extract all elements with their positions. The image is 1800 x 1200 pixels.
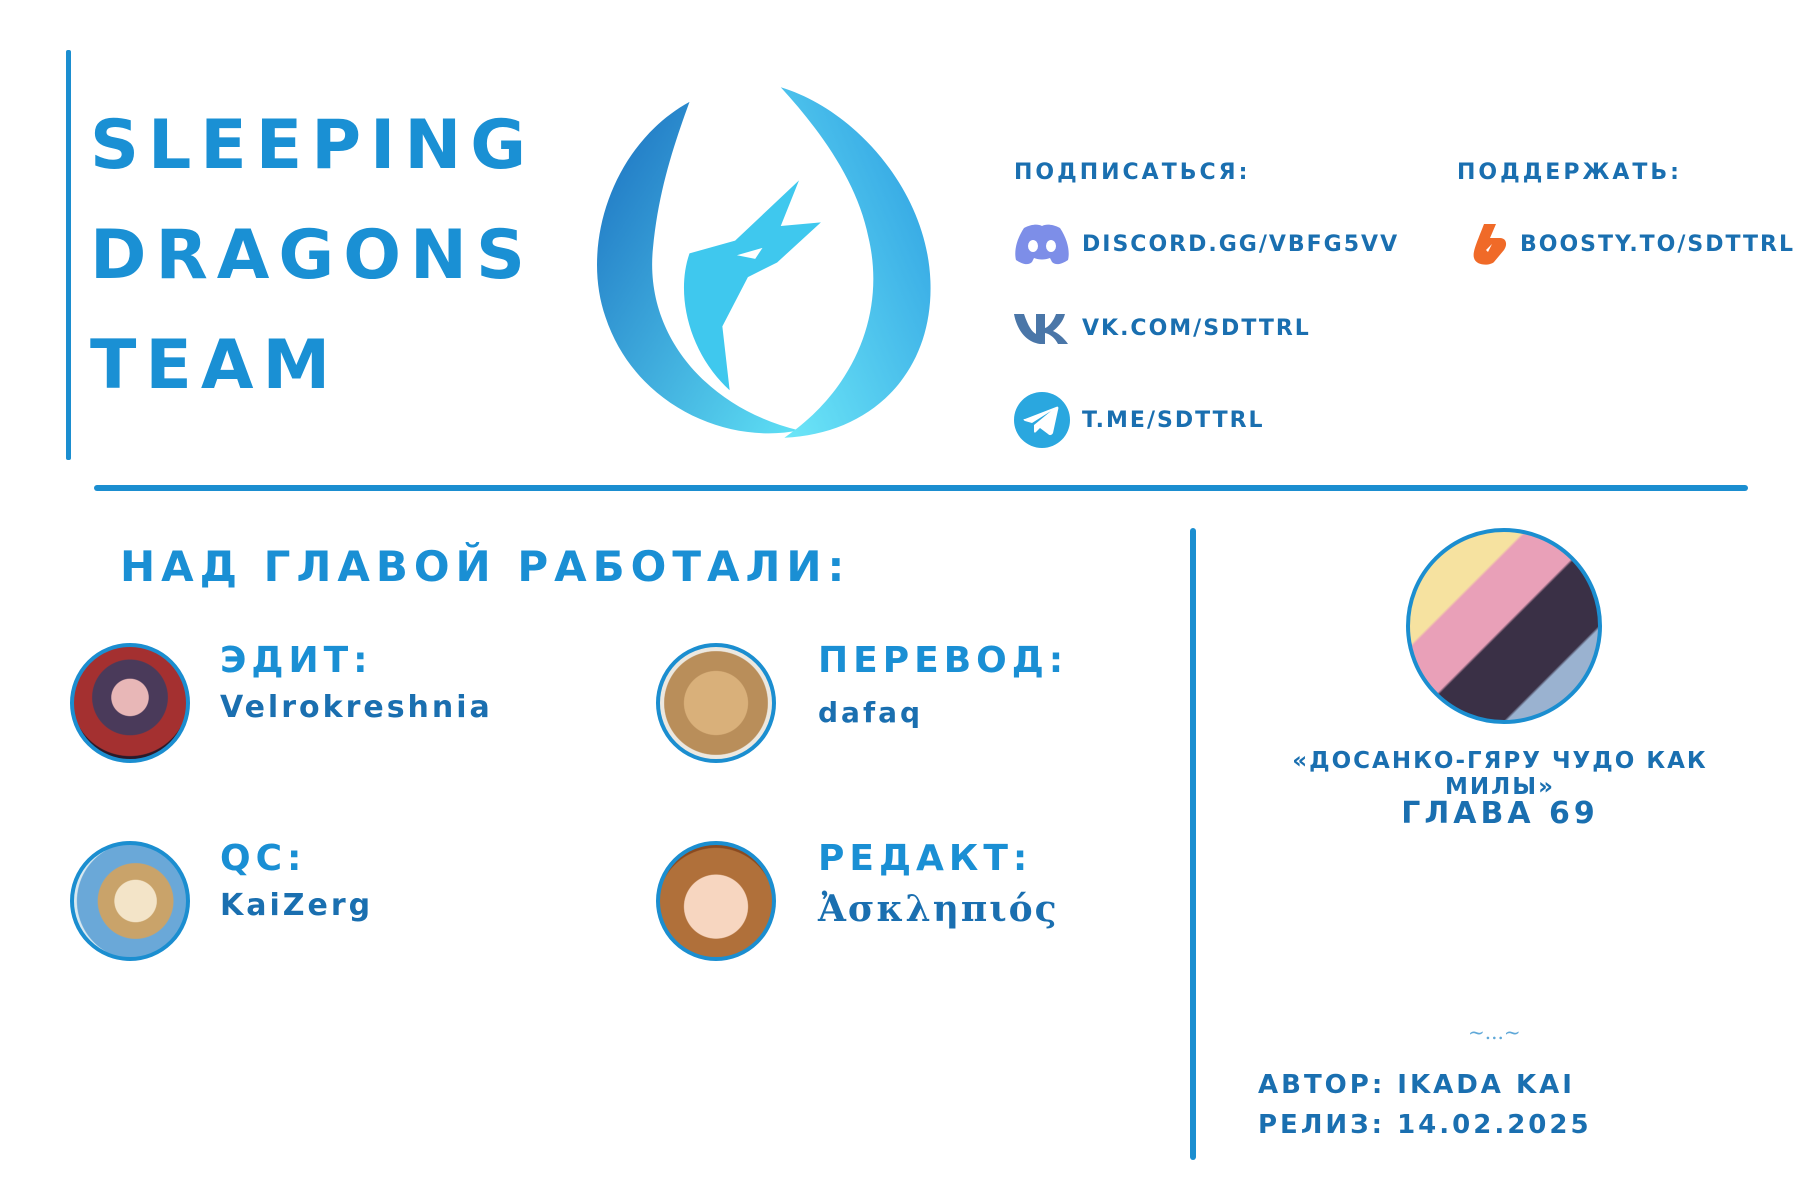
avatar-qc — [70, 841, 190, 961]
boosty-link[interactable] — [1470, 222, 1795, 266]
credits-title: НАД ГЛАВОЙ РАБОТАЛИ: — [120, 542, 851, 591]
release-date: РЕЛИЗ: 14.02.2025 — [1258, 1110, 1592, 1140]
role-translation-label: ПЕРЕВОД: — [818, 640, 1069, 681]
header-accent-bar — [66, 50, 71, 460]
boosty-icon — [1470, 222, 1510, 266]
subscribe-title: ПОДПИСАТЬСЯ: — [1014, 160, 1251, 185]
decorative-flourish: ~...~ — [1468, 1020, 1521, 1044]
editor-name: Velrokreshnia — [220, 690, 493, 725]
manga-title: «ДОСАНКО-ГЯРУ ЧУДО КАК МИЛЫ» — [1292, 748, 1708, 800]
telegram-icon — [1012, 390, 1072, 450]
horizontal-divider — [94, 485, 1748, 491]
translator-name: dafaq — [818, 696, 924, 729]
manga-cover-image — [1406, 528, 1602, 724]
avatar-translator — [656, 643, 776, 763]
role-qc-label: QC: — [220, 838, 307, 879]
author-line: АВТОР: IKADA KAI — [1258, 1070, 1575, 1100]
role-edit-label: ЭДИТ: — [220, 640, 373, 681]
boosty-link-text: BOOSTY.TO/SDTTRL — [1520, 231, 1795, 257]
team-name-line-3: TEAM — [90, 326, 340, 405]
vertical-divider — [1190, 528, 1196, 1160]
vk-link-text: VK.COM/SDTTRL — [1082, 315, 1311, 341]
vk-link[interactable] — [1012, 310, 1311, 346]
support-title: ПОДДЕРЖАТЬ: — [1457, 160, 1682, 185]
team-name-line-1: SLEEPING — [90, 106, 536, 185]
team-name-line-2: DRAGONS — [90, 216, 534, 295]
role-redact-label: РЕДАКТ: — [818, 838, 1033, 879]
avatar-editor — [70, 643, 190, 763]
telegram-link-text: T.ME/SDTTRL — [1082, 407, 1265, 433]
discord-link-text: DISCORD.GG/VBFG5VV — [1082, 231, 1400, 257]
discord-link[interactable] — [1012, 222, 1399, 266]
telegram-link[interactable] — [1012, 390, 1265, 450]
avatar-redactor — [656, 841, 776, 961]
redactor-name: Ἀσκληπιός — [818, 888, 1059, 930]
dragon-logo-icon — [580, 80, 945, 445]
vk-icon — [1012, 310, 1072, 346]
qc-name: KaiZerg — [220, 888, 374, 923]
discord-icon — [1012, 222, 1072, 266]
chapter-number: ГЛАВА 69 — [1401, 796, 1599, 831]
